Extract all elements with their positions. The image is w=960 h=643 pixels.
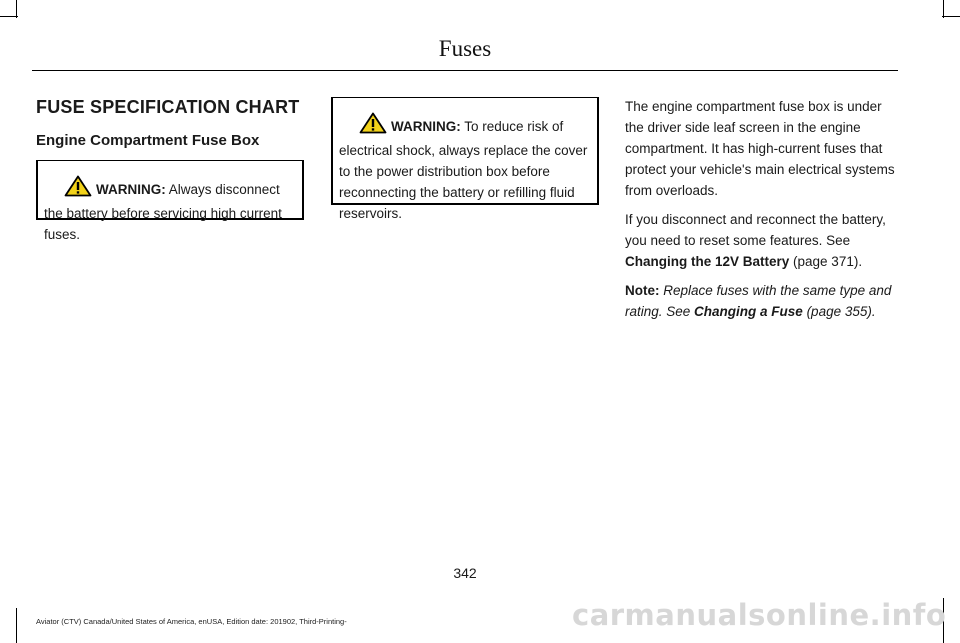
note-text: Replace fuses with the same type and rating. See bbox=[625, 283, 892, 319]
page-number: 342 bbox=[453, 565, 477, 581]
warning-triangle-icon bbox=[359, 112, 387, 140]
paragraph-battery-reset bbox=[625, 209, 897, 272]
crop-mark-top-left-v bbox=[16, 0, 17, 18]
crop-mark-top-right-h bbox=[942, 16, 960, 17]
watermark: carmanualsonline.info bbox=[572, 598, 947, 632]
header-rule bbox=[32, 70, 898, 71]
link-changing-12v-battery[interactable]: Changing the 12V Battery bbox=[625, 254, 790, 269]
section-title: FUSE SPECIFICATION CHART bbox=[36, 97, 300, 117]
paragraph-fuse-box-location: The engine compartment fuse box is under the driver side leaf screen in the engine compartment. It has high-current fuses that protect your vehicle's main electrical systems from overloads. bbox=[625, 99, 895, 198]
warning-box-battery bbox=[36, 160, 304, 242]
crop-mark-top-right-v bbox=[943, 0, 944, 18]
page-reference: (page 355). bbox=[802, 304, 876, 319]
warning-label: WARNING: bbox=[391, 119, 461, 134]
note-label: Note: bbox=[625, 283, 660, 298]
warning-triangle-icon bbox=[64, 175, 92, 203]
page-header-title: Fuses bbox=[438, 36, 492, 61]
subsection-title: Engine Compartment Fuse Box bbox=[36, 132, 260, 149]
crop-mark-left-v bbox=[16, 608, 17, 643]
paragraph-text: If you disconnect and reconnect the battery, you need to reset some features. See bbox=[625, 212, 886, 248]
edition-footer: Aviator (CTV) Canada/United States of America, enUSA, Edition date: 201902, Third-Printing- bbox=[36, 617, 347, 626]
warning-text: To reduce risk of electrical shock, always replace the cover to the power distribution box before reconnecting the battery or refilling fluid reservoirs. bbox=[339, 119, 588, 221]
note-paragraph bbox=[625, 280, 897, 322]
page-reference: (page 371). bbox=[789, 254, 863, 269]
warning-box-shock bbox=[331, 97, 599, 221]
warning-label: WARNING: bbox=[96, 182, 166, 197]
right-column-text bbox=[625, 96, 897, 330]
link-changing-a-fuse[interactable]: Changing a Fuse bbox=[694, 304, 803, 319]
warning-text: Always disconnect the battery before servicing high current fuses. bbox=[44, 182, 282, 242]
